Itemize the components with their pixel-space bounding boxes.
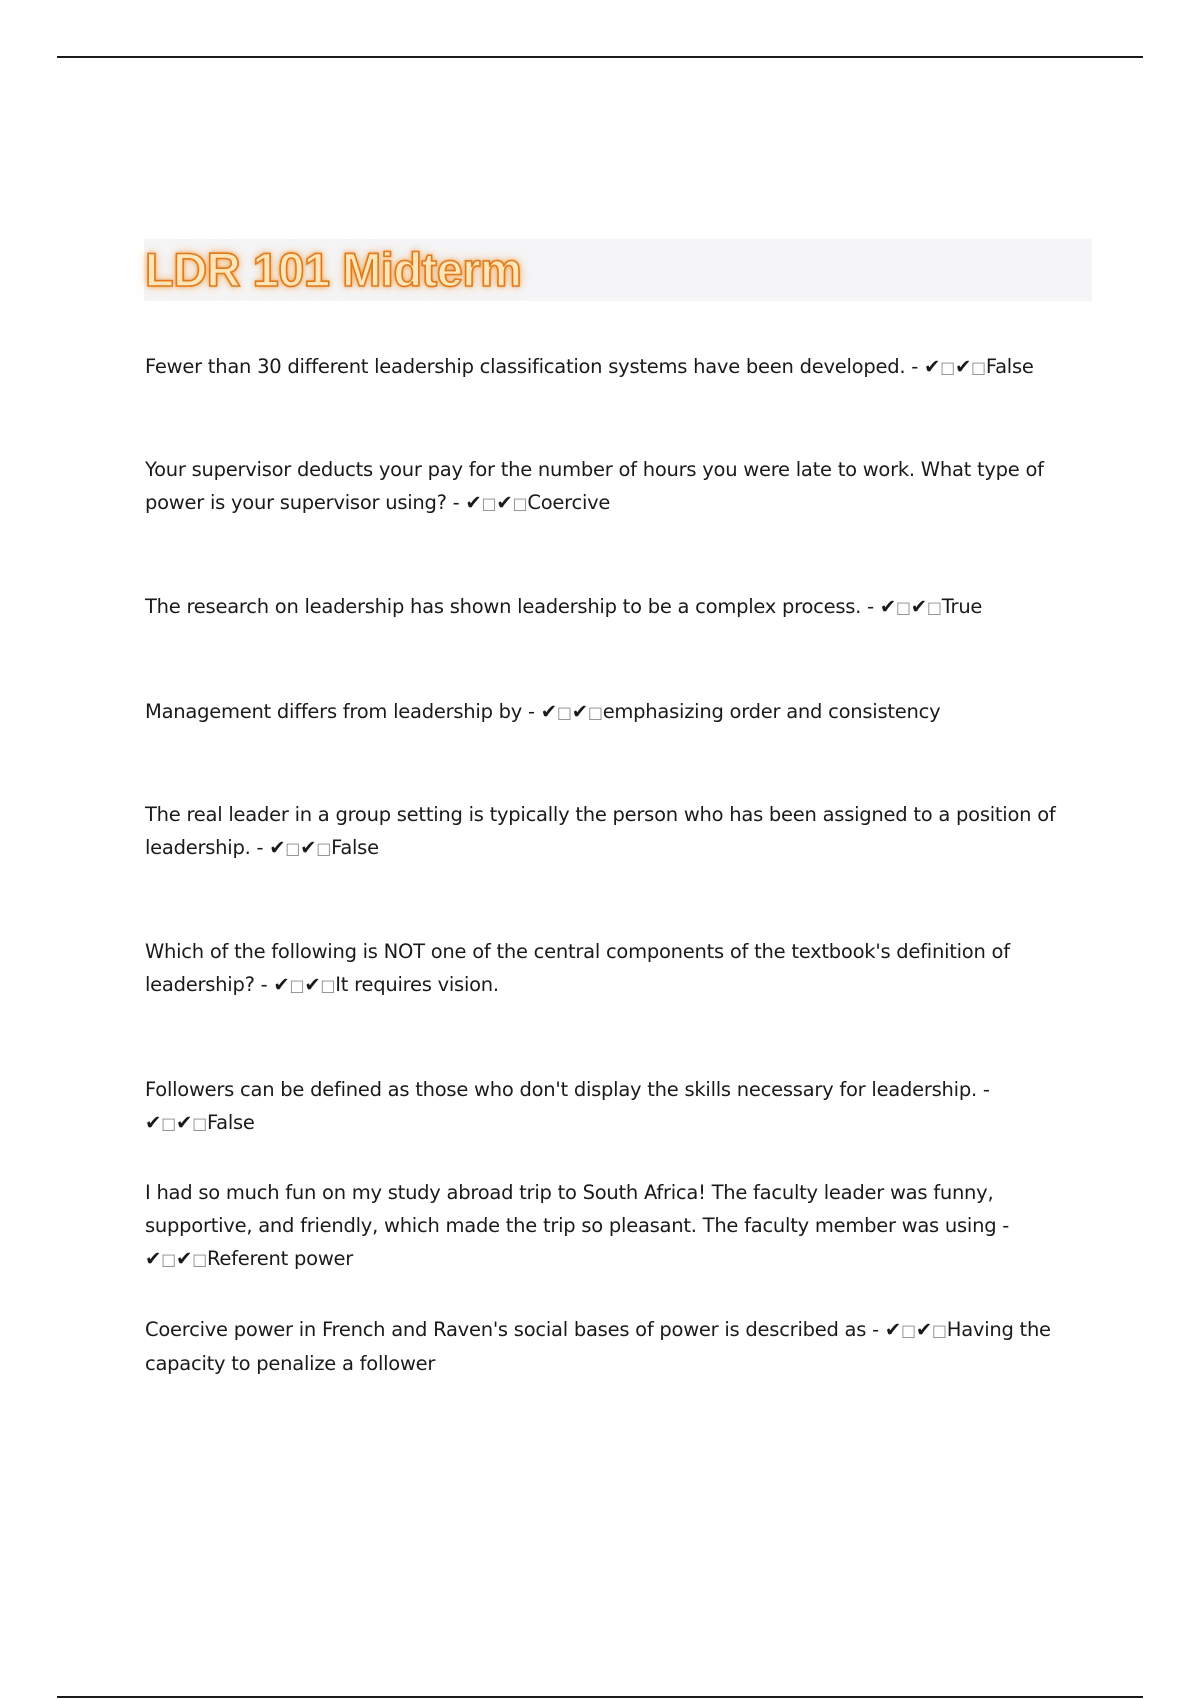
box-icon: □ (192, 1250, 207, 1269)
checkmark-icon: ✔ (954, 355, 972, 378)
checkmark-icon: ✔ (145, 1247, 162, 1270)
question-text: Your supervisor deducts your pay for the number of hours you were late to work. What type of power is your supervisor using? - (145, 458, 1044, 514)
answer-marker (145, 1247, 207, 1270)
box-icon: □ (320, 976, 336, 995)
question-text: The research on leadership has shown leadership to be a complex process. - (145, 595, 880, 618)
question-item-6 (145, 935, 1090, 1002)
question-item-2 (145, 453, 1090, 520)
answer-marker (273, 973, 335, 996)
answer-marker (885, 1318, 947, 1341)
answer-text: Referent power (206, 1247, 354, 1270)
answer-text: False (206, 1111, 255, 1134)
top-rule (57, 56, 1143, 58)
box-icon: □ (192, 1114, 207, 1133)
checkmark-icon: ✔ (145, 1111, 162, 1134)
answer-text: emphasizing order and consistency (602, 700, 941, 723)
question-text: Fewer than 30 different leadership classification systems have been developed. - (145, 355, 924, 378)
answer-text: Coercive (527, 491, 611, 514)
answer-text: False (985, 355, 1034, 378)
box-icon: □ (900, 1321, 916, 1340)
checkmark-icon: ✔ (269, 836, 286, 859)
document-title: LDR 101 Midterm (145, 243, 522, 296)
box-icon: □ (316, 839, 332, 858)
box-icon: □ (285, 839, 301, 858)
question-text: Management differs from leadership by - (145, 700, 541, 723)
checkmark-icon: ✔ (879, 595, 896, 618)
box-icon: □ (926, 598, 942, 617)
answer-marker (880, 595, 942, 618)
box-icon: □ (971, 358, 986, 377)
checkmark-icon: ✔ (304, 973, 321, 996)
answer-marker (269, 836, 331, 859)
box-icon: □ (512, 494, 528, 513)
answer-marker (541, 700, 603, 723)
box-icon: □ (931, 1321, 947, 1340)
answer-text: False (331, 836, 379, 859)
answer-text: True (941, 595, 983, 618)
checkmark-icon: ✔ (540, 700, 557, 723)
question-item-1 (145, 350, 1090, 384)
checkmark-icon: ✔ (915, 1318, 932, 1341)
box-icon: □ (587, 703, 603, 722)
box-icon: □ (940, 358, 955, 377)
box-icon: □ (161, 1114, 176, 1133)
question-text: Which of the following is NOT one of the central components of the textbook's definition of leadership? - (145, 940, 1010, 996)
checkmark-icon: ✔ (571, 700, 588, 723)
answer-marker (465, 491, 527, 514)
answer-marker (145, 1111, 207, 1134)
question-text: The real leader in a group setting is typically the person who has been assigned to a position of leadership. - (145, 803, 1056, 859)
question-item-7 (145, 1073, 1090, 1140)
question-item-5 (145, 798, 1090, 865)
question-text: Coercive power in French and Raven's social bases of power is described as - (145, 1318, 885, 1341)
checkmark-icon: ✔ (175, 1111, 193, 1134)
answer-text: It requires vision. (335, 973, 499, 996)
answer-text: Having the capacity to penalize a follower (145, 1318, 1051, 1375)
question-text: Followers can be defined as those who don't display the skills necessary for leadership. - (145, 1078, 990, 1101)
checkmark-icon: ✔ (884, 1318, 901, 1341)
box-icon: □ (161, 1250, 176, 1269)
checkmark-icon: ✔ (273, 973, 290, 996)
checkmark-icon: ✔ (923, 355, 941, 378)
box-icon: □ (895, 598, 911, 617)
checkmark-icon: ✔ (175, 1247, 193, 1270)
box-icon: □ (481, 494, 497, 513)
checkmark-icon: ✔ (465, 491, 482, 514)
question-item-8 (145, 1176, 1090, 1276)
checkmark-icon: ✔ (910, 595, 927, 618)
box-icon: □ (289, 976, 305, 995)
question-item-4 (145, 695, 1090, 729)
box-icon: □ (556, 703, 572, 722)
question-text: I had so much fun on my study abroad trip to South Africa! The faculty leader was funny, supportive, and friendly, which made the trip so pleasant. The faculty member was using - (145, 1181, 1010, 1237)
question-item-3 (145, 590, 1090, 624)
checkmark-icon: ✔ (300, 836, 317, 859)
answer-marker (924, 355, 986, 378)
checkmark-icon: ✔ (496, 491, 513, 514)
question-item-9 (145, 1313, 1090, 1380)
bottom-rule (57, 1696, 1143, 1698)
